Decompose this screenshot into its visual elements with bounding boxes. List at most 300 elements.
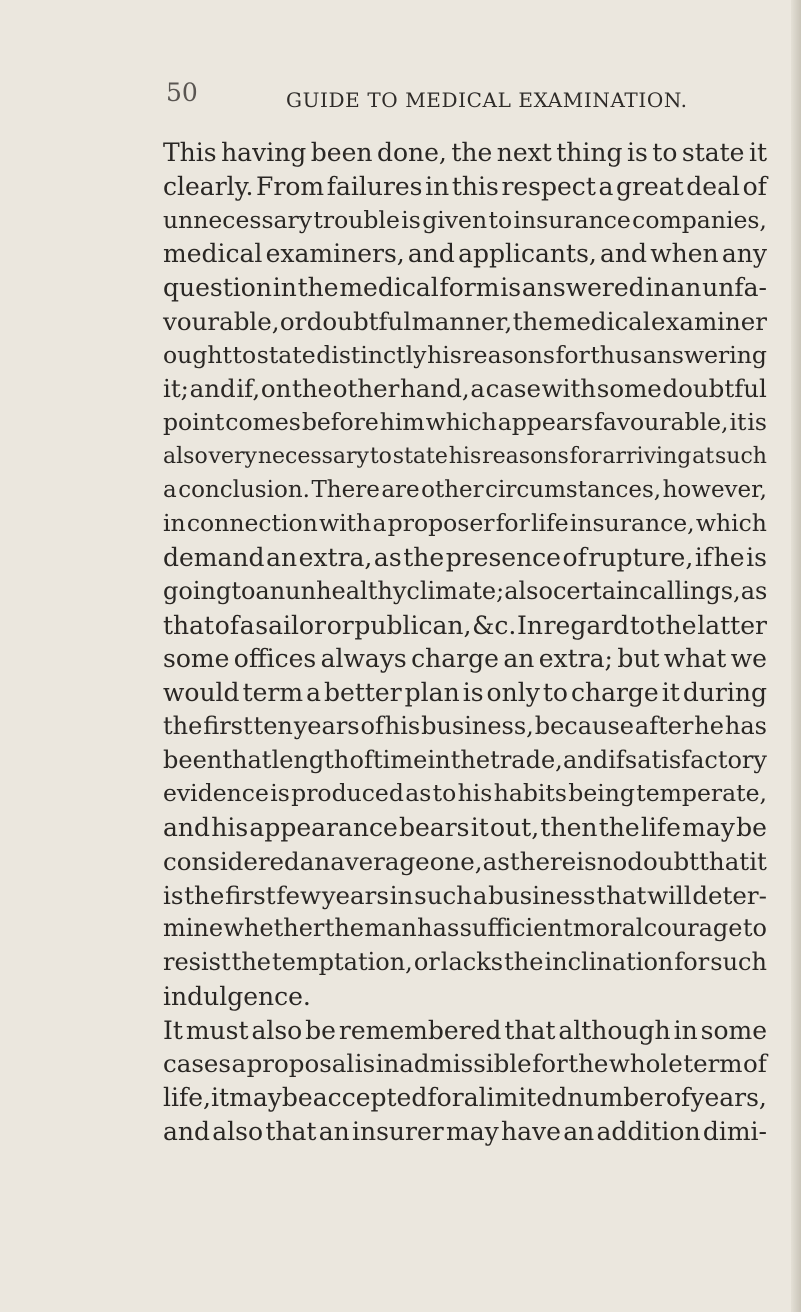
word: going (163, 576, 232, 605)
word: some (596, 374, 662, 404)
word: unhealthy (285, 576, 407, 605)
word: doubt (627, 846, 700, 876)
word: life, (163, 1083, 211, 1112)
word: any (721, 239, 767, 269)
word: that (596, 880, 647, 910)
word: satisfactory (624, 745, 767, 774)
word: deter- (692, 880, 767, 910)
word: in (427, 745, 451, 774)
word: temperate, (636, 779, 767, 808)
text-line (163, 237, 767, 271)
word: that (699, 846, 750, 876)
word: to (231, 576, 256, 605)
word: a (470, 374, 485, 404)
word: indulgence. (163, 981, 311, 1011)
word: a (231, 1049, 247, 1079)
word: which (425, 408, 497, 436)
word: a (472, 880, 488, 910)
word: state (681, 138, 745, 167)
word: bears (399, 813, 470, 842)
word: the (512, 306, 553, 336)
word: to (742, 914, 767, 943)
word: that (222, 745, 272, 774)
body-text (163, 136, 767, 1149)
word: first (225, 880, 276, 910)
word: proposer (387, 509, 495, 538)
word: the (297, 273, 339, 302)
word: necessary (257, 443, 369, 469)
word: addition (596, 1116, 701, 1146)
word: very (208, 443, 257, 469)
text-line (163, 811, 767, 845)
word: mine (163, 914, 224, 943)
word: he (713, 543, 745, 572)
page-header (166, 78, 726, 118)
word: or (413, 948, 440, 976)
word: and (407, 239, 455, 269)
word: in (645, 273, 670, 302)
word: life (640, 813, 681, 842)
word: as (405, 779, 432, 808)
word: charge (570, 678, 659, 707)
word: to (488, 205, 513, 234)
word: have (500, 1116, 561, 1146)
text-line (163, 744, 767, 778)
word: some (163, 644, 230, 674)
word: in (272, 273, 297, 302)
word: offices (233, 644, 317, 674)
word: examiner (651, 306, 767, 336)
word: for (532, 1049, 568, 1079)
word: of (743, 1049, 767, 1079)
word: respect (501, 171, 596, 201)
word: point (163, 408, 225, 436)
word: be (305, 1015, 336, 1045)
word: for (674, 948, 710, 976)
word: on (260, 374, 292, 404)
word: one, (429, 846, 483, 876)
word: a (306, 678, 321, 707)
word: the (292, 374, 333, 404)
word: This (163, 138, 217, 167)
word: at (692, 443, 715, 469)
word: proposal (246, 1049, 355, 1079)
word: extra, (298, 543, 373, 572)
word: may (229, 1083, 282, 1112)
word: to (232, 340, 257, 369)
word: presence (445, 543, 561, 572)
word: no (596, 846, 628, 876)
word: limited (478, 1083, 568, 1112)
word: other (332, 374, 400, 404)
word: comes (225, 408, 301, 436)
word: the (568, 1049, 609, 1079)
word: and (562, 745, 609, 774)
text-line (163, 339, 767, 373)
word: out, (490, 813, 540, 842)
word: case (485, 374, 541, 404)
word: unfa- (702, 273, 767, 302)
word: a (463, 1083, 479, 1112)
word: man (364, 914, 417, 943)
word: produced (291, 779, 404, 808)
word: an (563, 1116, 595, 1146)
word: next (496, 138, 552, 167)
word: must (185, 1015, 249, 1045)
word: in (389, 880, 414, 910)
word: accepted (312, 1083, 428, 1112)
text-line (163, 1115, 767, 1149)
word: of (665, 1083, 691, 1112)
word: may (445, 1116, 499, 1146)
word: term (683, 1049, 743, 1079)
word: being (568, 779, 635, 808)
word: some (700, 1015, 767, 1045)
word: the (450, 745, 491, 774)
word: may (682, 813, 735, 842)
word: whether (223, 914, 325, 943)
word: to (369, 443, 392, 469)
text-line (163, 136, 767, 170)
word: dimi- (702, 1116, 767, 1146)
word: an (255, 576, 286, 605)
word: cases (163, 1049, 231, 1079)
word: that (163, 610, 215, 640)
word: that (265, 1116, 317, 1146)
word: to (432, 779, 457, 808)
word: is (163, 880, 184, 910)
text-line (163, 474, 767, 508)
text-line (163, 1081, 767, 1115)
word: time (373, 745, 428, 774)
text-line (163, 305, 767, 339)
word: it (729, 408, 747, 436)
word: business (488, 880, 596, 910)
word: if (608, 745, 625, 774)
word: only (486, 678, 540, 707)
word: in (425, 171, 450, 201)
word: which (695, 509, 767, 538)
word: better (324, 678, 402, 707)
word: It (163, 1015, 183, 1045)
word: it; (163, 374, 189, 404)
word: it (470, 813, 489, 842)
word: business, (421, 711, 534, 740)
word: the (231, 948, 271, 976)
word: reasons (482, 443, 569, 469)
word: for (427, 1083, 464, 1112)
word: if (694, 543, 713, 572)
text-line (163, 710, 767, 744)
word: reasons (462, 340, 555, 369)
word: when (650, 239, 719, 269)
word: also (504, 576, 553, 605)
word: temptation, (272, 948, 413, 976)
text-line (163, 271, 767, 305)
text-line (163, 372, 767, 406)
word: with (541, 374, 597, 404)
word: applicants, (458, 239, 597, 269)
word: with (319, 509, 372, 538)
text-line (163, 170, 767, 204)
word: answering (642, 340, 767, 369)
word: inclination (544, 948, 674, 976)
word: appearance (249, 813, 398, 842)
word: a (372, 509, 387, 538)
word: thus (590, 340, 643, 369)
word: years (293, 711, 360, 740)
word: thing (556, 138, 623, 167)
word: would (163, 678, 240, 707)
word: his (211, 813, 249, 842)
word: is (576, 846, 597, 876)
word: for (495, 509, 530, 538)
word: the (324, 914, 365, 943)
word: whole (608, 1049, 683, 1079)
word: moral (572, 914, 644, 943)
word: years (321, 880, 389, 910)
word: an (299, 846, 331, 876)
text-line (163, 575, 767, 609)
word: for (555, 340, 590, 369)
word: because (534, 711, 634, 740)
word: the (184, 880, 225, 910)
text-line (163, 912, 767, 946)
word: manner, (411, 306, 513, 336)
word: also (212, 1116, 264, 1146)
word: a (598, 171, 614, 201)
word: is (747, 408, 767, 436)
word: the (655, 610, 697, 640)
word: latter (697, 610, 767, 640)
word: for (569, 443, 602, 469)
word: years, (690, 1083, 767, 1112)
word: an (503, 644, 535, 674)
word: but (617, 644, 660, 674)
text-line (163, 879, 767, 913)
word: doubtful (662, 374, 767, 404)
word: having (221, 138, 307, 167)
word: done, (376, 138, 447, 167)
word: other (421, 476, 484, 503)
text-line (163, 845, 767, 879)
word: clearly. (163, 171, 254, 201)
word: publican, (354, 610, 472, 640)
word: regard (543, 610, 630, 640)
word: demand (163, 543, 265, 572)
word: to (542, 678, 568, 707)
word: is (746, 543, 767, 572)
word: the (598, 813, 640, 842)
word: form (439, 273, 500, 302)
word: an (266, 543, 298, 572)
text-line (163, 541, 767, 575)
word: medical (553, 306, 651, 336)
word: medical (339, 273, 439, 302)
word: certain (552, 576, 640, 605)
word: inadmissible (375, 1049, 532, 1079)
word: connection (186, 509, 318, 538)
text-line (163, 1014, 767, 1048)
word: life (531, 509, 569, 538)
word: it (749, 846, 767, 876)
word: his (427, 340, 462, 369)
word: of (742, 171, 767, 201)
word: after (634, 711, 694, 740)
word: such (414, 880, 472, 910)
word: has (724, 711, 767, 740)
word: and (600, 239, 648, 269)
word: companies, (632, 205, 767, 234)
page-edge (791, 0, 801, 1312)
word: is (500, 273, 522, 302)
word: his (384, 711, 421, 740)
word: the (504, 948, 544, 976)
word: the (403, 543, 445, 572)
word: be (736, 813, 767, 842)
word: state (256, 340, 316, 369)
word: and (163, 813, 211, 842)
word: answered (521, 273, 645, 302)
word: average (330, 846, 430, 876)
word: always (320, 644, 407, 674)
word: ought (163, 340, 232, 369)
word: resist (163, 948, 231, 976)
word: if, (236, 374, 261, 404)
text-line (163, 676, 767, 710)
word: as (373, 543, 402, 572)
word: the (451, 138, 493, 167)
word: as (740, 576, 768, 605)
word: an (670, 273, 702, 302)
word: appears (497, 408, 594, 436)
text-line (163, 777, 767, 811)
word: lacks (440, 948, 504, 976)
word: will (647, 880, 692, 910)
word: extra; (538, 644, 613, 674)
word: that (504, 1015, 556, 1045)
word: as (482, 846, 510, 876)
word: been (310, 138, 373, 167)
word: however, (662, 476, 767, 503)
word: trouble (313, 205, 400, 234)
word: From (256, 171, 325, 201)
word: given (422, 205, 488, 234)
word: great (615, 171, 684, 201)
word: there (509, 846, 577, 876)
text-line (163, 204, 767, 238)
word: the (163, 711, 203, 740)
word: and (189, 374, 236, 404)
word: is (354, 1049, 376, 1079)
word: before (301, 408, 379, 436)
text-line (163, 440, 767, 474)
word: callings, (639, 576, 741, 605)
word: is (401, 205, 421, 234)
word: doubtful (306, 306, 412, 336)
word: state (392, 443, 448, 469)
word: plan (404, 678, 460, 707)
word: vourable, (163, 306, 280, 336)
word: in (163, 509, 186, 538)
text-line (163, 406, 767, 440)
word: then (540, 813, 598, 842)
word: been (163, 745, 223, 774)
word: and (163, 1116, 211, 1146)
text-line (163, 507, 767, 541)
word: it (211, 1083, 230, 1112)
word: what (663, 644, 727, 674)
word: distinctly (316, 340, 427, 369)
word: to (652, 138, 678, 167)
word: or (279, 306, 307, 336)
text-line (163, 609, 767, 643)
word: There (311, 476, 380, 503)
word: or (326, 610, 354, 640)
word: has (417, 914, 460, 943)
word: term (242, 678, 304, 707)
text-line (163, 980, 767, 1014)
word: a (239, 610, 255, 640)
word: is (462, 678, 484, 707)
word: question (163, 273, 272, 302)
word: medical (163, 239, 263, 269)
word: also (163, 443, 208, 469)
word: charge (411, 644, 499, 674)
word: be (281, 1083, 313, 1112)
word: of (562, 543, 587, 572)
word: it (661, 678, 680, 707)
word: him (379, 408, 425, 436)
word: it (748, 138, 767, 167)
page-number: 50 (166, 78, 198, 107)
word: climate; (406, 576, 505, 605)
word: failures (326, 171, 423, 201)
word: favourable, (594, 408, 729, 436)
word: he (694, 711, 724, 740)
word: unnecessary (163, 205, 313, 234)
text-line (163, 642, 767, 676)
word: number (567, 1083, 666, 1112)
word: during (682, 678, 767, 707)
word: this (451, 171, 499, 201)
text-line (163, 946, 767, 980)
word: circumstances, (485, 476, 662, 503)
word: deal (686, 171, 740, 201)
text-line (163, 1047, 767, 1081)
word: habits (493, 779, 567, 808)
word: courage (643, 914, 743, 943)
word: we (730, 644, 767, 674)
word: are (381, 476, 420, 503)
word: his (448, 443, 482, 469)
word: his (457, 779, 493, 808)
word: although (558, 1015, 671, 1045)
word: rupture, (588, 543, 694, 572)
word: length (271, 745, 350, 774)
word: ten (253, 711, 293, 740)
word: trade, (490, 745, 563, 774)
word: considered (163, 846, 300, 876)
word: to (629, 610, 655, 640)
word: an (318, 1116, 350, 1146)
word: in (673, 1015, 698, 1045)
word: such (715, 443, 767, 469)
word: a (163, 476, 177, 503)
word: insurance, (569, 509, 695, 538)
word: examiners, (265, 239, 405, 269)
word: insurer (351, 1116, 444, 1146)
